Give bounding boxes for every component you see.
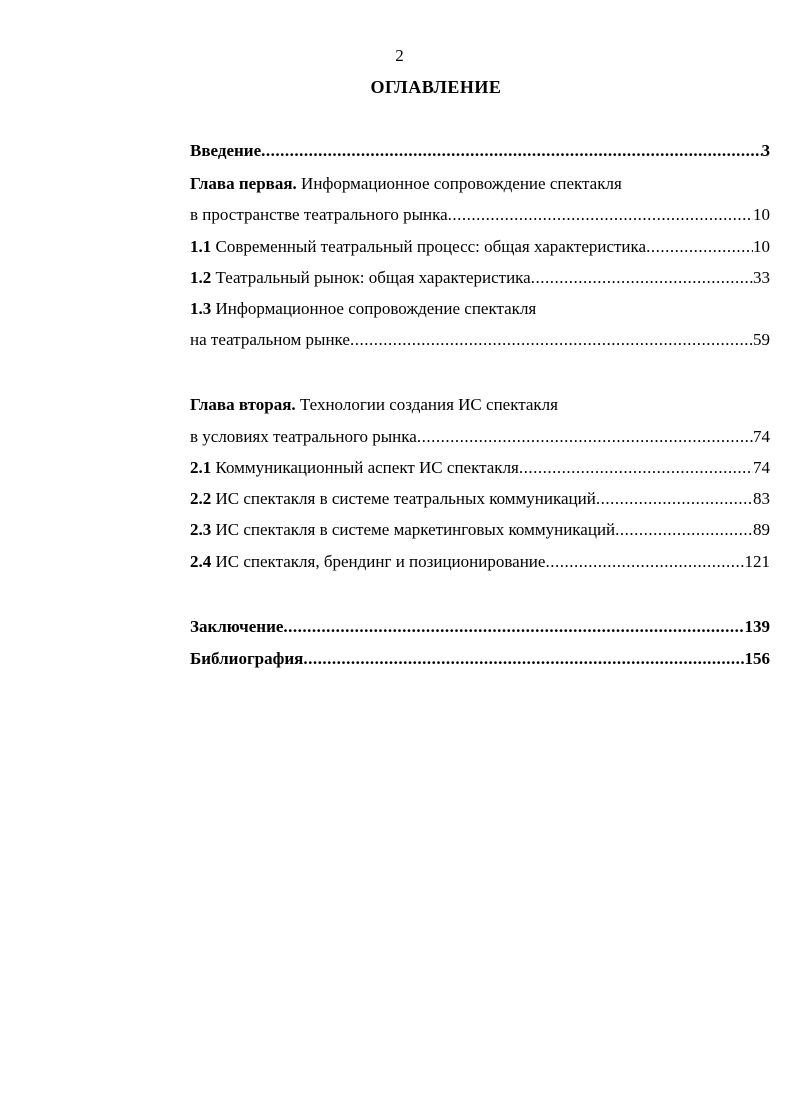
toc-section-2-3 [190, 517, 770, 543]
toc-entry-page: 74 [753, 458, 770, 477]
section-entry [190, 234, 646, 260]
dot-leader [417, 424, 753, 450]
toc-entry-page: 59 [753, 330, 770, 349]
section-title: Современный театральный процесс: общая характеристика [215, 237, 647, 256]
toc-chapter1-heading [190, 171, 770, 197]
section-entry [190, 265, 531, 291]
chapter-title-continuation: в пространстве театрального рынка [190, 205, 448, 224]
section-title: Информационное сопровождение спектакля [215, 299, 537, 318]
dot-leader [519, 455, 753, 481]
section-title: Театральный рынок: общая характеристика [215, 268, 531, 287]
section-number: 1.2 [190, 268, 212, 287]
toc-section-2-1 [190, 455, 770, 481]
dot-leader [350, 327, 753, 353]
section-entry [190, 517, 615, 543]
dot-leader [596, 486, 753, 512]
toc-section-1-2 [190, 265, 770, 291]
chapter-title: Информационное сопровождение спектакля [301, 174, 622, 193]
toc-entry-page: 139 [744, 617, 770, 636]
toc-entry-page: 83 [753, 489, 770, 508]
toc-chapter1-continuation [190, 202, 770, 228]
section-number: 2.1 [190, 458, 212, 477]
dot-leader [615, 517, 753, 543]
section-entry [190, 486, 596, 512]
dot-leader [283, 614, 744, 640]
dot-leader [303, 646, 744, 672]
section-number: 2.4 [190, 552, 212, 571]
chapter-title: Технологии создания ИС спектакля [299, 395, 558, 414]
section-number: 1.1 [190, 237, 212, 256]
chapter-number: Глава первая. [190, 174, 297, 193]
chapter-title-continuation: в условиях театрального рынка [190, 427, 417, 446]
dot-leader [531, 265, 753, 291]
toc-entry-page: 3 [761, 141, 770, 160]
section-entry [190, 455, 519, 481]
section-number: 1.3 [190, 299, 212, 318]
toc-entry-page: 10 [753, 237, 770, 256]
toc-entry-page: 33 [753, 268, 770, 287]
section-title: ИС спектакля в системе маркетинговых коммуникаций [215, 520, 616, 539]
toc-section-2-4 [190, 549, 770, 575]
dot-leader [646, 234, 753, 260]
toc-section-1-3 [190, 296, 770, 322]
toc-entry-conclusion [190, 614, 770, 640]
dot-leader [448, 202, 753, 228]
page-number: 2 [395, 46, 404, 65]
toc-chapter2-continuation [190, 424, 770, 450]
toc-entry-page: 74 [753, 427, 770, 446]
section-title-continuation: на театральном рынке [190, 330, 350, 349]
chapter-number: Глава вторая. [190, 395, 296, 414]
section-title: ИС спектакля, брендинг и позиционирование [215, 552, 546, 571]
section-title: Коммуникационный аспект ИС спектакля [215, 458, 519, 477]
section-number: 2.3 [190, 520, 212, 539]
toc-entry-bibliography [190, 646, 770, 672]
toc-section-1-1 [190, 234, 770, 260]
toc-entry-page: 89 [753, 520, 770, 539]
section-title: ИС спектакля в системе театральных коммуникаций [215, 489, 596, 508]
section-entry [190, 549, 545, 575]
toc-section-2-2 [190, 486, 770, 512]
dot-leader [545, 549, 744, 575]
toc-entry-page: 10 [753, 205, 770, 224]
toc-entry-page: 121 [744, 552, 770, 571]
page-title: ОГЛАВЛЕНИЕ [370, 77, 502, 97]
toc-entry-page: 156 [744, 649, 770, 668]
section-number: 2.2 [190, 489, 212, 508]
dot-leader [261, 138, 761, 164]
toc-entry-intro [190, 138, 770, 164]
toc-section-1-3-continuation [190, 327, 770, 353]
toc-entry-label: Библиография [190, 649, 304, 668]
toc-entry-label: Заключение [190, 617, 284, 636]
toc-entry-label: Введение [190, 141, 262, 160]
toc-chapter2-heading [190, 392, 770, 418]
